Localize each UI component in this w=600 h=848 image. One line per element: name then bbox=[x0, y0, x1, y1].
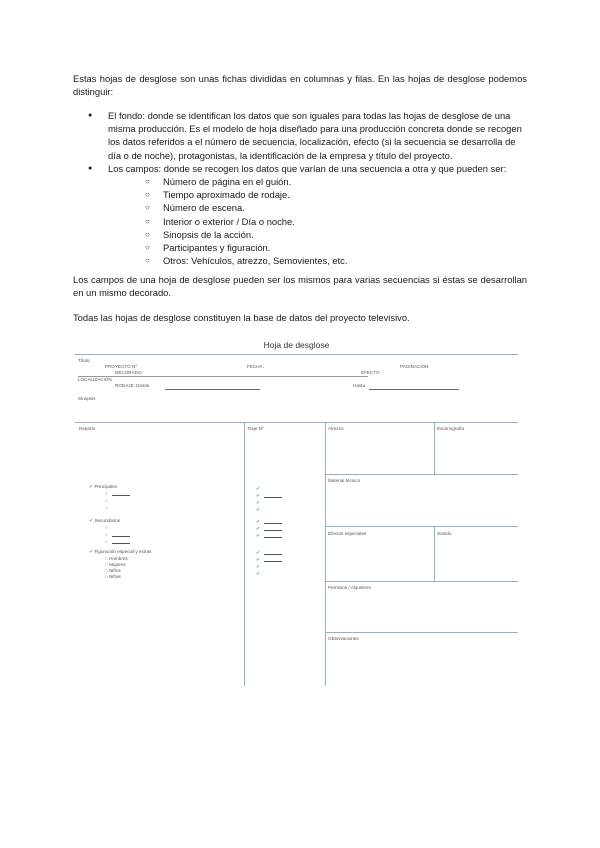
col-divider-3b bbox=[434, 526, 435, 581]
header-top-line bbox=[75, 354, 518, 355]
fig-item: ○ Niños bbox=[105, 568, 121, 573]
figure-title: Hoja de desglose bbox=[263, 340, 330, 350]
blank-row: ○ bbox=[105, 498, 108, 503]
fig-item: ○ Niñas bbox=[105, 574, 121, 579]
traje-row bbox=[256, 550, 282, 556]
sub-item: ○ Número de página en el guión. bbox=[145, 175, 528, 188]
label-efectos: Efectos especiales bbox=[328, 531, 367, 536]
sub-item: ○ Número de escena. bbox=[145, 201, 528, 214]
label-proyecto: PROYECTO Nº bbox=[105, 364, 137, 369]
breakdown-sheet-figure bbox=[75, 336, 518, 686]
traje-row bbox=[256, 571, 260, 577]
blank-row: ○ bbox=[105, 525, 108, 530]
label-efecto: EFECTO bbox=[361, 370, 380, 375]
traje-row bbox=[256, 557, 282, 563]
check-icon: ✔ bbox=[89, 549, 94, 555]
col-divider-3a bbox=[434, 422, 435, 474]
traje-row bbox=[256, 507, 260, 513]
check-icon: ✔ bbox=[256, 519, 261, 525]
check-icon: ✔ bbox=[89, 484, 94, 490]
sub-item: ○ Sinopsis de la acción. bbox=[145, 228, 528, 241]
label-reparto: Reparto bbox=[79, 426, 96, 431]
sub-item: ○ Tiempo aproximado de rodaje. bbox=[145, 188, 528, 201]
traje-row bbox=[256, 564, 260, 570]
traje-row bbox=[256, 500, 260, 506]
check-icon: ✔ bbox=[256, 571, 261, 577]
traje-row bbox=[256, 486, 260, 492]
bullet-list bbox=[88, 109, 528, 267]
bullet-fondo: ● El fondo: donde se identifican los datos que son iguales para todas las hojas de desglose de una misma producción. Es el modelo de hoja diseñado para una producción concreta donde se recogen los datos referidos a el número de secuencia, localización, efecto (si la secuencia se desarrolla de día o de noche), protagonistas, la identificación de la empresa y título del proyecto. bbox=[88, 109, 528, 162]
label-sinopsis: Sinopsis bbox=[78, 396, 96, 401]
secundarios-row: ✔ Secundarios bbox=[89, 518, 121, 524]
label-traje: Traje Nº bbox=[247, 426, 264, 431]
sub-item: ○ Participantes y figuración. bbox=[145, 241, 528, 254]
check-icon: ✔ bbox=[256, 507, 261, 513]
label-titulo: Título: bbox=[78, 358, 91, 363]
label-localizacion: LOCALIZACIÓN bbox=[78, 377, 112, 382]
fig-item: ○ Hombres bbox=[105, 556, 128, 561]
bullet-campos: ● Los campos: donde se recogen los datos que varían de una secuencia a otra y que pueden ser: ○ Número de página en el guión. ○ Tiempo aproximado de rodaje. ○ Número de escena. ○ Interior o exterior / Día o noche. ○ Sinopsis de la acción. ○ Participantes y figuración. ○ Otros: Vehículos, atrezzo, Semovientes, etc. bbox=[88, 162, 528, 268]
check-icon: ✔ bbox=[256, 564, 261, 570]
fig-item: ○ Mujeres bbox=[105, 562, 126, 567]
blank-row: ○ bbox=[105, 539, 130, 544]
col-divider-2 bbox=[325, 422, 326, 686]
figuracion-row: ✔ Figuración especial y extras bbox=[89, 549, 152, 555]
check-icon: ✔ bbox=[256, 533, 261, 539]
label-material-tecnico: Material técnico bbox=[328, 478, 361, 483]
hasta-blank bbox=[369, 389, 459, 390]
col-divider-1 bbox=[244, 422, 245, 686]
label-atrezzo: Atrezzo bbox=[328, 426, 344, 431]
blank-row: ○ bbox=[105, 532, 130, 537]
sub-item: ○ Interior o exterior / Día o noche. bbox=[145, 215, 528, 228]
rodaje-blank bbox=[165, 389, 260, 390]
check-icon: ✔ bbox=[256, 526, 261, 532]
principales-row: ✔ Principales bbox=[89, 484, 117, 490]
row-divider-2 bbox=[325, 526, 518, 527]
row-divider-3 bbox=[325, 581, 518, 582]
traje-row bbox=[256, 526, 282, 532]
label-hasta: Hasta bbox=[353, 383, 366, 388]
sub-list bbox=[108, 175, 528, 267]
label-escenografia: Escenografía bbox=[437, 426, 465, 431]
label-sonido: Sonido bbox=[437, 531, 452, 536]
fields-paragraph: Los campos de una hoja de desglose pueden ser los mismos para varias secuencias si éstas se desarrollan en un mismo decorado. bbox=[73, 274, 527, 299]
traje-row bbox=[256, 533, 282, 539]
database-paragraph: Todas las hojas de desglose constituyen la base de datos del proyecto televisivo. bbox=[73, 312, 410, 323]
traje-row bbox=[256, 493, 282, 499]
label-observaciones: Observaciones bbox=[328, 636, 359, 641]
traje-row bbox=[256, 519, 282, 525]
check-icon: ✔ bbox=[256, 550, 261, 556]
label-rodaje: RODAJE: Desde bbox=[115, 383, 150, 388]
sub-item: ○ Otros: Vehículos, atrezzo, Semovientes, etc. bbox=[145, 254, 528, 267]
row-divider-4 bbox=[325, 632, 518, 633]
check-icon: ✔ bbox=[256, 493, 261, 499]
check-icon: ✔ bbox=[89, 518, 94, 524]
label-permisos: Permisos / Alquileres bbox=[328, 585, 371, 590]
row-divider-1 bbox=[325, 474, 518, 475]
header-mid-line bbox=[78, 376, 368, 377]
check-icon: ✔ bbox=[256, 500, 261, 506]
check-icon: ✔ bbox=[256, 486, 261, 492]
blank-row: ○ bbox=[105, 505, 108, 510]
label-fecha: FECHA: bbox=[247, 364, 264, 369]
blank-row: ○ bbox=[105, 491, 130, 496]
intro-paragraph: Estas hojas de desglose son unas fichas divididas en columnas y filas. En las hojas de desglose podemos distinguir: bbox=[73, 73, 527, 98]
check-icon: ✔ bbox=[256, 557, 261, 563]
label-paginacion: PAGINACIÓN bbox=[400, 364, 429, 369]
label-decorado: DECORADO bbox=[115, 370, 142, 375]
grid-top-line bbox=[75, 422, 518, 423]
